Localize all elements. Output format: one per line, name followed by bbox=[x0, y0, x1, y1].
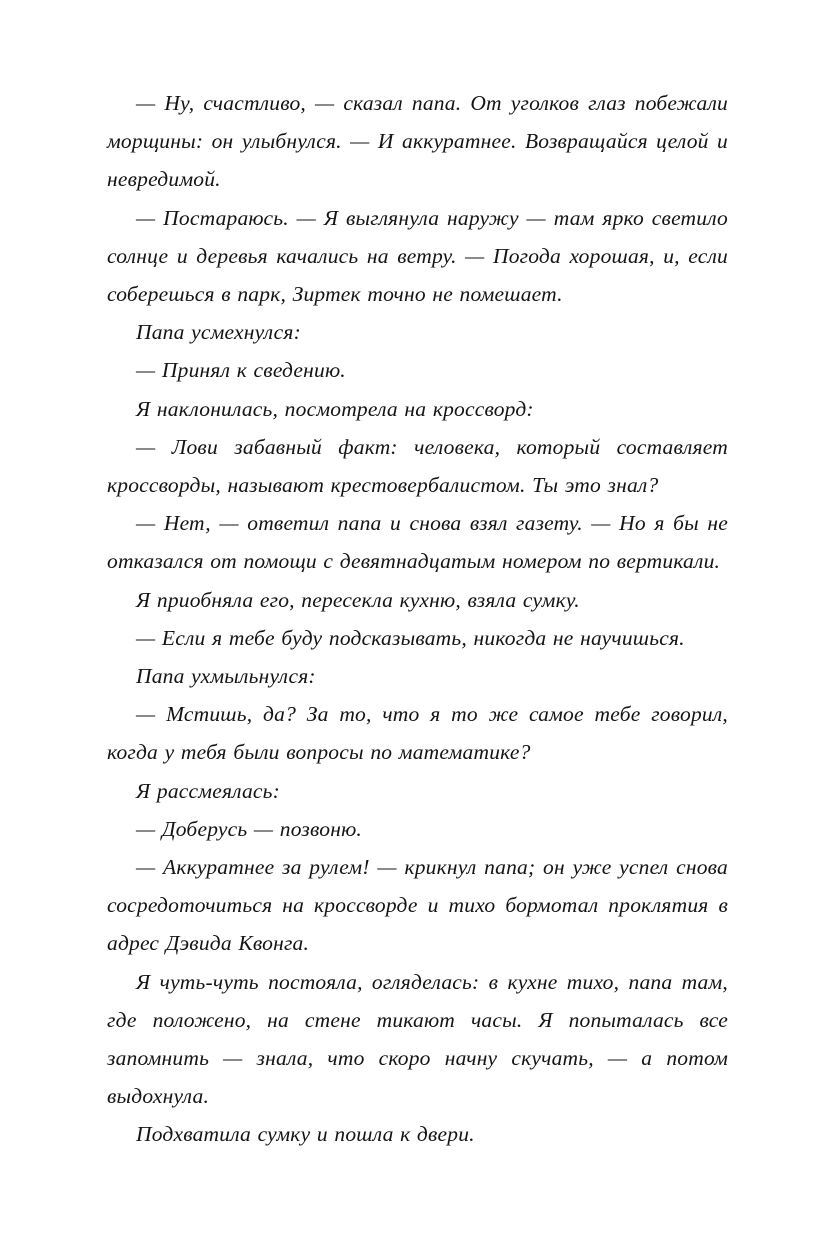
paragraph: — Мстишь, да? За то, что я то же самое тебе говорил, когда у тебя были вопросы по математике? bbox=[107, 702, 728, 765]
paragraph: — Нет, — ответил папа и снова взял газету. — Но я бы не отказался от помощи с девятнадцатым номером по вертикали. bbox=[107, 511, 728, 574]
text-block bbox=[107, 84, 728, 1154]
paragraph: — Лови забавный факт: человека, который составляет кроссворды, называют крестовербалистом. Ты это знал? bbox=[107, 434, 728, 498]
paragraph: Папа ухмыльнулся: bbox=[136, 664, 316, 689]
paragraph: — Доберусь — позвоню. bbox=[136, 816, 363, 841]
paragraph: Папа усмехнулся: bbox=[136, 320, 301, 345]
paragraph: Я наклонилась, посмотрела на кроссворд: bbox=[136, 396, 534, 421]
paragraph: — Постараюсь. — Я выглянула наружу — там ярко светило солнце и деревья качались на ветру. — Погода хорошая, и, если соберешься в парк, Зиртек точно не помешает. bbox=[107, 205, 728, 307]
paragraph: Я чуть-чуть постояла, огляделась: в кухне тихо, папа там, где положено, на стене тикают часы. Я попыталась все запомнить — знала, что скоро начну скучать, — а потом выдохнула. bbox=[107, 969, 728, 1109]
paragraph: Подхватила сумку и пошла к двери. bbox=[136, 1122, 475, 1147]
paragraph: — Аккуратнее за рулем! — крикнул папа; он уже успел снова сосредоточиться на кроссворде и тихо бормотал проклятия в адрес Дэвида Квонга. bbox=[107, 855, 728, 956]
paragraph: Я приобняла его, пересекла кухню, взяла сумку. bbox=[136, 587, 580, 612]
paragraph: — Ну, счастливо, — сказал папа. От уголков глаз побежали морщины: он улыбнулся. — И аккуратнее. Возвращайся целой и невредимой. bbox=[107, 91, 728, 192]
paragraph: Я рассмеялась: bbox=[136, 778, 281, 803]
paragraph: — Если я тебе буду подсказывать, никогда не научишься. bbox=[136, 625, 685, 650]
paragraph: — Принял к сведению. bbox=[136, 358, 346, 383]
